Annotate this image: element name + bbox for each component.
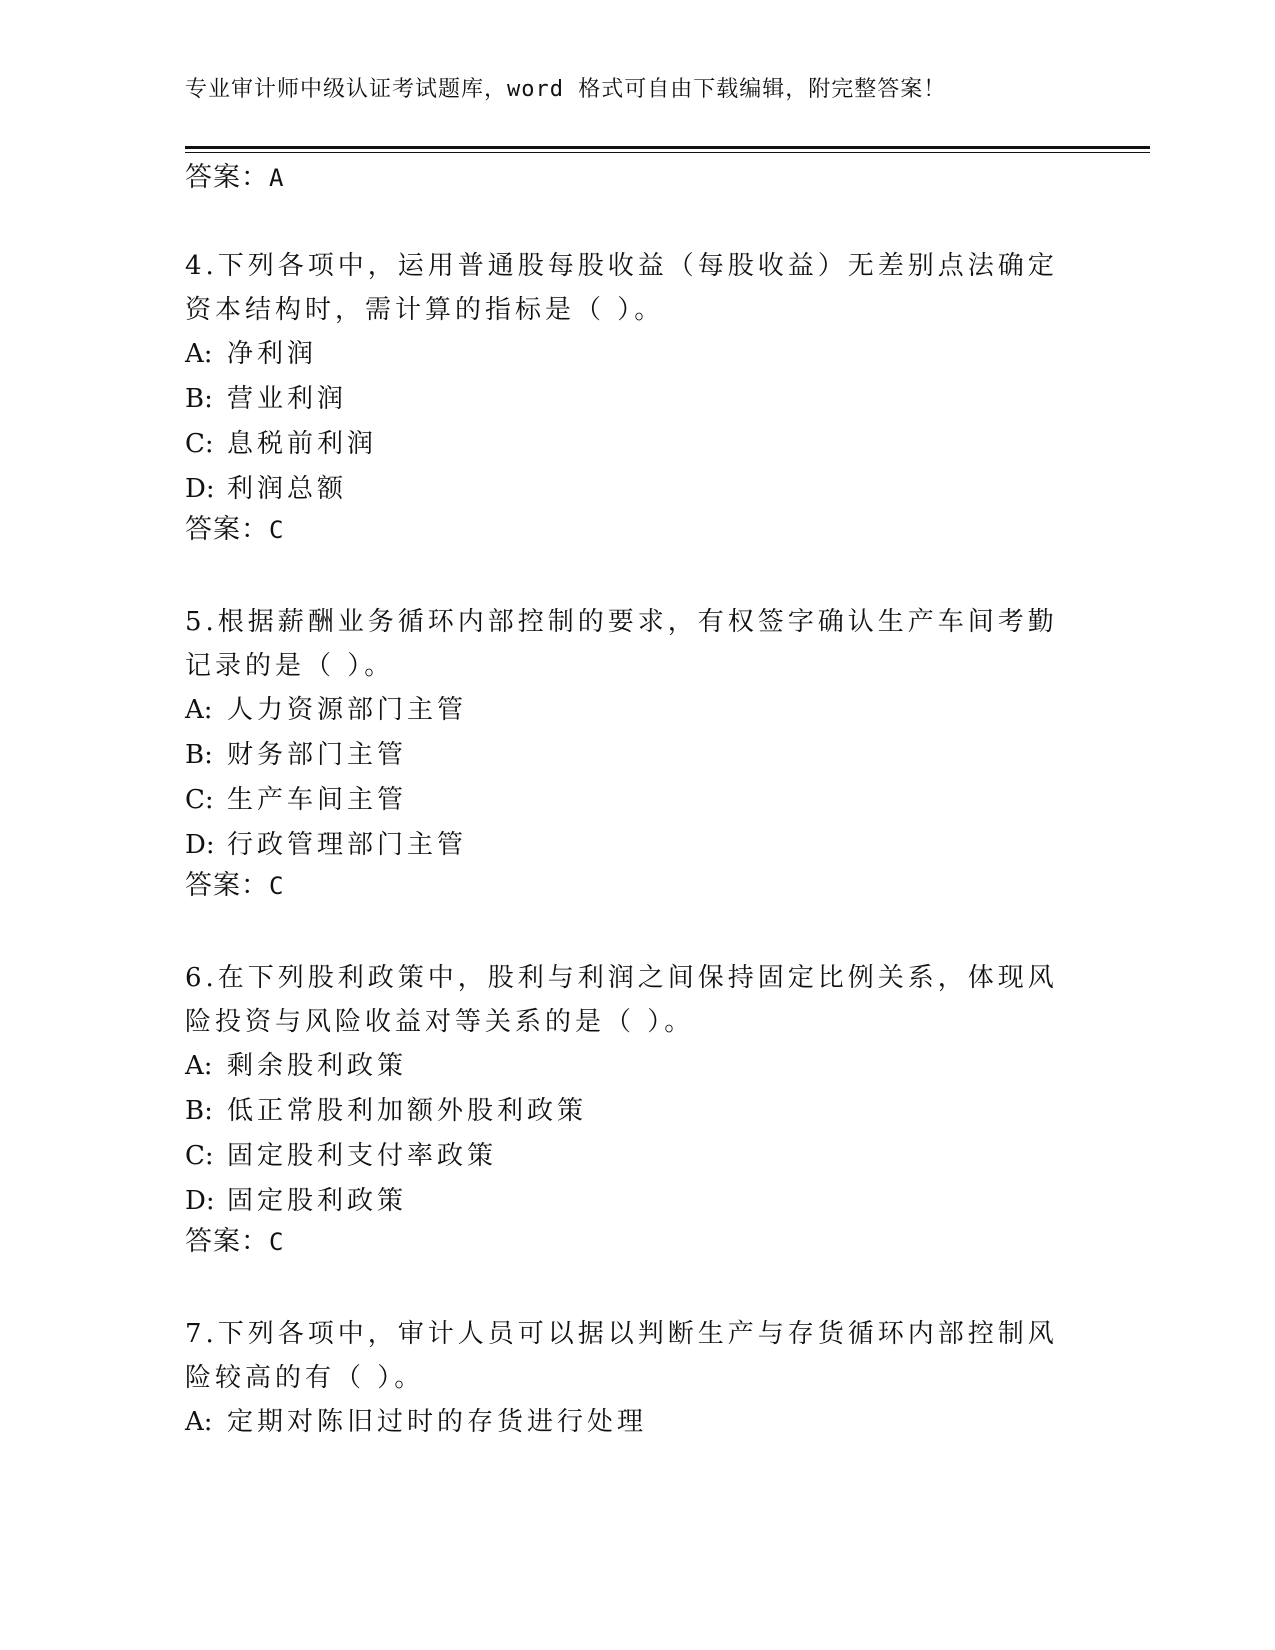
option-text: 利润总额 xyxy=(227,474,348,504)
option-c xyxy=(185,778,1065,823)
option-d xyxy=(185,823,1065,868)
question-stem: 4.下列各项中，运用普通股每股收益（每股收益）无差别点法确定资本结构时，需计算的指标是（ ）。 xyxy=(185,251,1058,325)
answer-label: 答案： xyxy=(185,870,269,901)
answer-label: 答案： xyxy=(185,514,269,545)
question-block xyxy=(185,244,1065,548)
option-text: 生产车间主管 xyxy=(227,785,408,815)
answer-line xyxy=(185,160,1065,196)
option-text: 行政管理部门主管 xyxy=(227,830,468,860)
option-letter: D: xyxy=(185,1186,215,1216)
option-c xyxy=(185,1134,1065,1179)
option-text: 营业利润 xyxy=(227,384,348,414)
page-content xyxy=(185,160,1065,1445)
answer-value: C xyxy=(269,872,285,900)
answer-label: 答案： xyxy=(185,1226,269,1257)
option-letter: B: xyxy=(185,384,213,414)
option-d xyxy=(185,1179,1065,1224)
answer-line xyxy=(185,1224,1065,1260)
option-b xyxy=(185,733,1065,778)
question-stem: 7.下列各项中，审计人员可以据以判断生产与存货循环内部控制风险较高的有（ ）。 xyxy=(185,1319,1058,1393)
question-stem: 5.根据薪酬业务循环内部控制的要求，有权签字确认生产车间考勤记录的是（ ）。 xyxy=(185,607,1058,681)
question-block xyxy=(185,600,1065,904)
option-text: 固定股利政策 xyxy=(227,1186,408,1216)
question-stem: 6.在下列股利政策中，股利与利润之间保持固定比例关系，体现风险投资与风险收益对等关系的是（ ）。 xyxy=(185,963,1058,1037)
option-letter: A: xyxy=(185,1407,213,1437)
answer-line xyxy=(185,512,1065,548)
question-block xyxy=(185,956,1065,1260)
option-d xyxy=(185,467,1065,512)
option-a xyxy=(185,1044,1065,1089)
option-text: 定期对陈旧过时的存货进行处理 xyxy=(227,1407,648,1437)
option-b xyxy=(185,1089,1065,1134)
answer-label: 答案： xyxy=(185,162,269,193)
option-c xyxy=(185,422,1065,467)
option-text: 净利润 xyxy=(227,339,318,369)
option-letter: B: xyxy=(185,1096,213,1126)
answer-line xyxy=(185,868,1065,904)
option-letter: A: xyxy=(185,339,213,369)
option-letter: D: xyxy=(185,830,215,860)
page-header: 专业审计师中级认证考试题库，word 格式可自由下载编辑，附完整答案！ xyxy=(185,77,947,102)
option-letter: A: xyxy=(185,1051,213,1081)
option-letter: D: xyxy=(185,474,215,504)
option-text: 低正常股利加额外股利政策 xyxy=(227,1096,588,1126)
option-letter: A: xyxy=(185,695,213,725)
answer-value: A xyxy=(269,164,285,192)
header-rule-thin xyxy=(185,152,1150,153)
option-text: 固定股利支付率政策 xyxy=(227,1141,498,1171)
answer-value: C xyxy=(269,516,285,544)
question-block xyxy=(185,1312,1065,1445)
option-letter: C: xyxy=(185,429,214,459)
option-letter: C: xyxy=(185,1141,214,1171)
option-text: 息税前利润 xyxy=(227,429,378,459)
option-text: 人力资源部门主管 xyxy=(227,695,468,725)
option-letter: C: xyxy=(185,785,214,815)
option-text: 财务部门主管 xyxy=(227,740,408,770)
header-rule-thick xyxy=(185,146,1150,149)
option-text: 剩余股利政策 xyxy=(227,1051,408,1081)
answer-value: C xyxy=(269,1228,285,1256)
option-a xyxy=(185,1400,1065,1445)
option-letter: B: xyxy=(185,740,213,770)
option-b xyxy=(185,377,1065,422)
option-a xyxy=(185,332,1065,377)
option-a xyxy=(185,688,1065,733)
